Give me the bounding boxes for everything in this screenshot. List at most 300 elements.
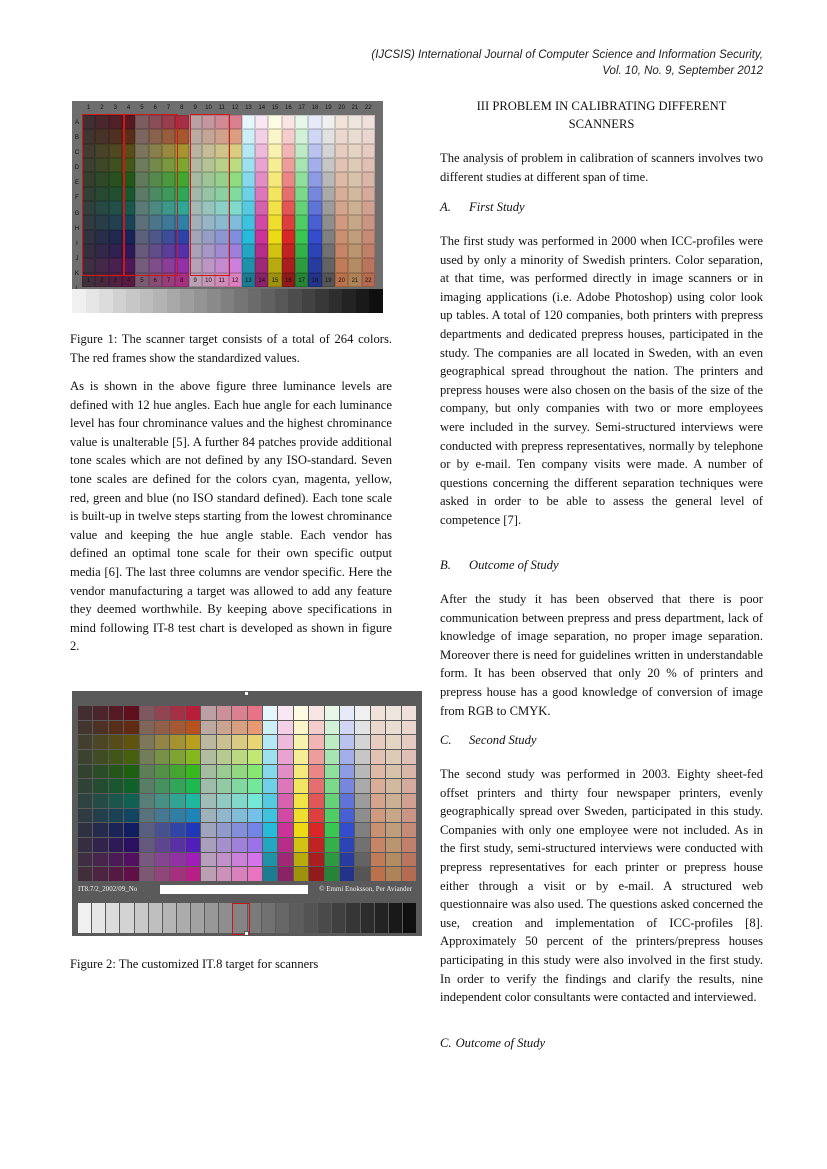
figure-1-patch [308,158,321,172]
figure-1-patch [308,244,321,258]
figure-1-row-letter-4: E [74,180,79,187]
figure-1-patch [268,129,281,143]
figure-1-row-letter-8: I [76,240,78,247]
figure-1-patch [295,201,308,215]
figure-2-patch [371,867,385,881]
subsection-c-body [440,765,763,1007]
figure-1-patch [282,201,295,215]
figure-1-red-frame-3 [190,114,230,276]
figure-2-patch [78,867,92,881]
figure-2-patch [309,706,323,720]
subsection-b-paragraph: After the study it has been observed that there is poor communication between prepress and press department, lack of knowledge of image separation, no proper image separation. Moreover there is need for guidelines written in understandable form. It has been observed that only 20 % of printers and prepress house has a good knowledge of conversion of image from RGB to CMYK. [440,592,763,718]
figure-1-patch [322,258,335,272]
figure-1-col-num-top-13: 14 [258,105,266,111]
figure-2-patch [217,779,231,793]
figure-2-patch [386,779,400,793]
figure-1-patch [282,172,295,186]
figure-1-patch [295,172,308,186]
figure-2-patch [248,867,262,881]
figure-1-gray-step [86,289,100,313]
figure-2-patch [278,721,292,735]
figure-1-caption: Figure 1: The scanner target consists of a total of 264 colors. The red frames show the standardized values. [70,332,392,365]
figure-1-col-num-top-15: 16 [285,105,292,111]
figure-2-patch [170,823,184,837]
figure-2-patch [294,735,308,749]
figure-1-col-num-top-21: 22 [364,105,372,111]
figure-2-gray-step [191,903,204,933]
figure-2-patch [278,750,292,764]
figure-2-patch [170,721,184,735]
figure-1-gray-step [72,289,86,313]
figure-2-patch [309,750,323,764]
figure-2-patch [170,853,184,867]
figure-2-patch [140,779,154,793]
figure-2-patch [371,809,385,823]
figure-2-patch [170,779,184,793]
figure-2-patch [278,823,292,837]
figure-1-col-num-bottom-1: 2 [100,278,104,284]
figure-2-patch [93,853,107,867]
figure-2-patch [355,823,369,837]
figure-2-patch [386,735,400,749]
figure-2-patch [325,735,339,749]
figure-2-patch [140,867,154,881]
figure-1-gray-step [194,289,208,313]
figure-1-gray-step [315,289,329,313]
figure-1-gray-step [302,289,316,313]
figure-2-patch [201,706,215,720]
figure-2-patch [109,779,123,793]
figure-1-patch [295,144,308,158]
figure-1-col-num-bottom-2: 3 [113,278,117,284]
figure-2-patch [140,750,154,764]
figure-1-patch [242,258,255,272]
left-paragraph: As is shown in the above figure three luminance levels are defined with 12 hue angles. Each hue angle for each luminance level has four chrominance values and the highest chrominance value is unalterable [5]. A further 84 patches provide additional tone scales which are not defined by any ISO-standard. Seven tone scales are defined for the colors cyan, magenta, yellow, red, green and blue (no ISO standard defined). Each tone scale is built-up in twelve steps starting from the lowest chrominance value and keeping the hue angle stable. Each vendor has defined an optimal tone scale for their own specific output media [6]. The last three columns are vendor specific. Here the vendor manufacturing a target was allowed to add any feature they deemed worthwhile. By keeping above specifications in mind following IT-8 test chart is developed as shown in figure 2. [70,379,392,654]
figure-1-col-num-bottom-19: 20 [338,278,345,284]
figure-2-gray-step [346,903,359,933]
figure-2-patch [248,735,262,749]
figure-1-row-letter-1: B [74,134,79,141]
figure-1-col-num-bottom-16: 17 [298,278,305,284]
figure-2-patch [325,706,339,720]
section-title [440,97,763,133]
subsection-a-paragraph: The first study was performed in 2000 when ICC-profiles were used by only a minority of Swedish printers. Color separation, at that time, was performed directly in image scanners or in imaging applications (i.e. Adobe Photoshop) using color look up tables. A total of 120 companies, both printers with prepress departments and dedicated prepress houses, participated in the study. The companies are all located in Sweden, with an even geographical spread throughout the nation. The printers and prepress houses were also chosen on the basis of the size of the company, but only companies with two or more employees were included in the survey. Semi-structured interviews were conducted with prepress representatives, normally by telephone or by e-mail. Ten company visits were made. A number of questions concerning the different separation techniques were asked in order to be able to assess the general level of competence [7]. [440,234,763,527]
figure-2-patch [93,794,107,808]
figure-1-patch [229,258,242,272]
figure-2-patch [124,794,138,808]
figure-1-patch [335,258,348,272]
figure-1-gray-step [369,289,383,313]
figure-2-patch [232,809,246,823]
figure-2-patch [201,721,215,735]
figure-2-patch [155,779,169,793]
figure-2-patch [78,750,92,764]
figure-2-patch [371,721,385,735]
figure-2-patch [402,750,416,764]
figure-2-patch [248,823,262,837]
figure-2-patch [263,853,277,867]
figure-2-patch [155,721,169,735]
figure-2-patch [355,867,369,881]
figure-1-patch [242,230,255,244]
figure-2-patch [386,867,400,881]
figure-1-column-numbers-top [82,102,375,114]
figure-2-patch [217,853,231,867]
figure-1-patch [362,158,375,172]
figure-2-patch [325,838,339,852]
figure-2-patch [232,853,246,867]
figure-1-patch [362,115,375,129]
figure-2-patch [170,706,184,720]
figure-2-patch [109,721,123,735]
figure-1-patch [295,158,308,172]
figure-1-patch [242,158,255,172]
subsection-d-heading [440,1036,545,1051]
figure-1-patch [322,158,335,172]
figure-2-patch [371,706,385,720]
figure-1-patch [242,115,255,129]
figure-2-patch [217,721,231,735]
figure-1-patch [282,144,295,158]
figure-1-row-letters [72,115,82,297]
figure-2-patch [155,867,169,881]
figure-2-patch [109,838,123,852]
figure-2-patch [371,765,385,779]
figure-2-patch [109,706,123,720]
figure-2-patch [402,823,416,837]
figure-2-patch [109,794,123,808]
figure-2-patch [93,823,107,837]
subsection-c-heading [440,733,537,748]
figure-2-patch [355,706,369,720]
figure-2-patch [217,838,231,852]
figure-2-patch [93,706,107,720]
figure-2-patch [263,867,277,881]
figure-1-patch [362,172,375,186]
figure-2-patch [309,779,323,793]
figure-2-patch [402,867,416,881]
figure-1-gray-step [167,289,181,313]
figure-1-gray-step [356,289,370,313]
figure-2-patch [263,794,277,808]
figure-2-patch [170,838,184,852]
figure-1-patch [335,158,348,172]
figure-2-patch [78,706,92,720]
figure-2-patch [186,838,200,852]
figure-1-patch [282,230,295,244]
figure-1-patch [255,258,268,272]
figure-2-patch [201,809,215,823]
figure-2-patch [386,823,400,837]
figure-1-patch [348,172,361,186]
figure-2-patch [340,853,354,867]
figure-2-patch [309,823,323,837]
figure-1-col-num-bottom-21: 22 [364,278,372,284]
figure-1-col-num-bottom-9: 10 [205,278,212,284]
figure-2-gray-step [318,903,331,933]
figure-2-patch [109,823,123,837]
figure-2-patch [325,853,339,867]
figure-1-gray-step [153,289,167,313]
figure-1-patch [229,144,242,158]
figure-2-gray-step [304,903,317,933]
figure-2-patch [140,721,154,735]
figure-2-patch [93,735,107,749]
figure-1-gray-step [234,289,248,313]
figure-2-patch [78,853,92,867]
figure-2-patch [278,867,292,881]
figure-1-patch [348,244,361,258]
figure-1-patch [348,201,361,215]
figure-2-patch [93,750,107,764]
figure-1-patch [282,215,295,229]
figure-1-patch [229,215,242,229]
figure-1-patch [308,258,321,272]
figure-1-col-num-top-7: 8 [180,105,184,111]
figure-2-patch [78,809,92,823]
figure-1-patch [335,144,348,158]
figure-2-patch [217,706,231,720]
figure-1-patch [322,115,335,129]
figure-2-patch [93,838,107,852]
figure-1-patch [322,230,335,244]
figure-2-patch [294,867,308,881]
figure-1-col-num-bottom-12: 13 [245,278,252,284]
figure-1-patch [268,230,281,244]
figure-2-patch [355,853,369,867]
figure-2-patch [386,765,400,779]
section-title-line1: III PROBLEM IN CALIBRATING DIFFERENT [476,99,727,113]
figure-2-patch [170,735,184,749]
figure-1-patch [362,230,375,244]
figure-1-col-num-bottom-20: 21 [351,278,359,284]
figure-1-patch [242,172,255,186]
figure-1-red-frame-1 [82,114,124,276]
figure-2-patch [186,809,200,823]
figure-2-patch [294,853,308,867]
figure-2-patch [325,721,339,735]
figure-1-patch [362,144,375,158]
figure-2-patch [155,794,169,808]
figure-1-col-num-bottom-0: 1 [86,278,91,284]
figure-2-patch [278,735,292,749]
figure-2-patch [232,706,246,720]
figure-1-row-letter-3: D [74,165,80,172]
figure-1-patch [268,172,281,186]
figure-2-patch [124,706,138,720]
figure-1-patch [268,201,281,215]
figure-1-patch [348,187,361,201]
figure-1-patch [362,201,375,215]
figure-1-gray-step [140,289,154,313]
figure-2-patch [355,735,369,749]
figure-2-patch [325,823,339,837]
figure-1-patch [255,244,268,258]
figure-2-patch [155,735,169,749]
figure-2-patch [124,809,138,823]
figure-2-gray-step [120,903,133,933]
figure-2-patch [340,809,354,823]
figure-2-patch [248,765,262,779]
figure-1-col-num-top-18: 19 [324,105,332,111]
figure-1-row-letter-6: G [74,210,80,217]
figure-2-patch [217,809,231,823]
figure-1-patch [255,230,268,244]
figure-2-patch [371,794,385,808]
figure-1-col-num-bottom-10: 11 [218,278,225,284]
figure-1-col-num-top-5: 6 [153,105,157,111]
figure-1-patch [348,230,361,244]
figure-1-patch [268,258,281,272]
section-intro-text: The analysis of problem in calibration of scanners involves two different studies at different span of time. [440,151,763,184]
figure-2-gray-step [92,903,105,933]
figure-2-gray-step [78,903,91,933]
figure-2-patch [309,867,323,881]
figure-1-patch [282,158,295,172]
left-column-body [70,377,392,656]
subsection-b-letter: B. [440,558,451,572]
figure-1-gray-step [207,289,221,313]
figure-2-gray-step [149,903,162,933]
figure-2-patch [217,735,231,749]
figure-2-patch [402,809,416,823]
journal-header-line2: Vol. 10, No. 9, September 2012 [602,65,763,77]
figure-2-patch [124,765,138,779]
figure-2-patch [309,721,323,735]
subsection-b-body [440,590,763,720]
figure-2-patch [355,750,369,764]
figure-2-patch [232,765,246,779]
figure-2-patch [355,838,369,852]
figure-1-patch [242,187,255,201]
figure-2-patch [386,706,400,720]
figure-2-gray-step [361,903,374,933]
figure-1-patch [242,201,255,215]
figure-2-gray-step [135,903,148,933]
figure-2-patch [309,794,323,808]
figure-2-patch [248,853,262,867]
figure-1-patch [268,115,281,129]
figure-2-patch [109,809,123,823]
figure-2-patch [93,765,107,779]
section-intro [440,149,763,186]
figure-1-col-num-top-8: 9 [193,105,197,111]
figure-2-patch [186,735,200,749]
figure-1-col-num-top-9: 10 [205,105,212,111]
figure-1-red-frame-2 [124,114,178,276]
figure-2-patch [124,779,138,793]
figure-2-patch [217,750,231,764]
figure-1-patch [308,187,321,201]
figure-2-credit: © Emmi Enoksson, Per Aviander [319,885,412,893]
figure-2-patch [186,794,200,808]
figure-1-patch [255,158,268,172]
figure-2-patch [340,765,354,779]
figure-2-patch [263,779,277,793]
figure-1-col-num-top-2: 3 [113,105,117,111]
figure-2-patch [217,765,231,779]
figure-2-patch [248,838,262,852]
figure-2-patch [109,867,123,881]
figure-1-col-num-bottom-3: 4 [126,278,131,284]
journal-header [263,47,763,79]
figure-1-col-num-top-19: 20 [338,105,345,111]
figure-2-gray-step [389,903,402,933]
figure-2-gray-step [177,903,190,933]
figure-2-patch [201,853,215,867]
figure-1-col-num-bottom-5: 6 [153,278,157,284]
figure-2-patch [248,779,262,793]
figure-2-patch [186,765,200,779]
figure-1-patch [308,144,321,158]
figure-2-gray-step [276,903,289,933]
figure-1-patch [322,144,335,158]
figure-2-patch [124,867,138,881]
figure-2-patch [386,721,400,735]
figure-2-patch [232,779,246,793]
figure-2-patch [140,794,154,808]
figure-2-gray-step [205,903,218,933]
figure-1-patch [255,215,268,229]
figure-1-patch [255,129,268,143]
figure-1-col-num-top-17: 18 [311,105,319,111]
figure-1-patch [268,158,281,172]
figure-2-patch [78,794,92,808]
figure-2-patch [78,779,92,793]
figure-1-patch [229,230,242,244]
figure-1-patch [229,172,242,186]
figure-2-patch [278,765,292,779]
figure-1-patch [268,187,281,201]
figure-1-patch [229,187,242,201]
subsection-a-body [440,232,763,530]
figure-1-patch [229,158,242,172]
figure-1-patch [282,244,295,258]
figure-1-col-num-bottom-14: 15 [271,278,279,284]
figure-1-patch [308,129,321,143]
figure-2-patch [201,779,215,793]
figure-1-patch [295,244,308,258]
figure-1-patch [335,230,348,244]
figure-2-patch [340,823,354,837]
figure-2-patch [340,750,354,764]
figure-2-patch [325,794,339,808]
figure-2-patch [340,706,354,720]
figure-1-gray-step [180,289,194,313]
figure-1-col-num-top-0: 1 [86,105,91,111]
figure-2-patch [386,853,400,867]
figure-1-patch [362,187,375,201]
figure-2-patch [170,809,184,823]
figure-1-patch [255,201,268,215]
figure-2-patch [109,765,123,779]
figure-1-gray-step [221,289,235,313]
figure-1-row-letter-7: H [74,225,80,232]
subsection-b-title: Outcome of Study [469,558,559,572]
figure-1-col-num-top-3: 4 [126,105,131,111]
figure-2-patch [78,721,92,735]
figure-1-column-numbers-bottom [82,275,375,287]
subsection-c-title: Second Study [469,733,537,747]
figure-2-patch [93,779,107,793]
figure-2-patch [278,779,292,793]
figure-1-patch [308,115,321,129]
figure-2-patch [155,823,169,837]
figure-1-col-num-bottom-4: 5 [140,278,144,284]
subsection-a-letter: A. [440,200,451,214]
subsection-d-title: Outcome of Study [455,1036,546,1050]
figure-2-gray-step [262,903,275,933]
